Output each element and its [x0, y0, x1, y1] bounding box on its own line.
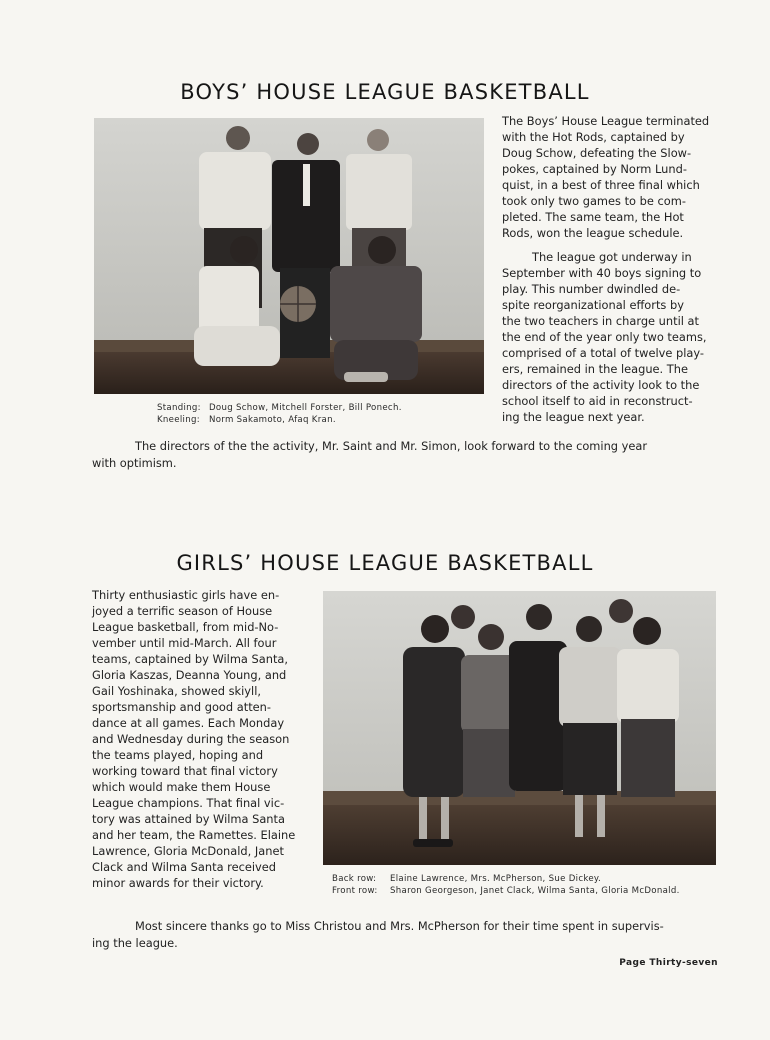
- girls-section-title: GIRLS’ HOUSE LEAGUE BASKETBALL: [176, 551, 594, 575]
- text-line: pokes, captained by Norm Lund-: [502, 162, 687, 176]
- text-line: took only two games to be com-: [502, 194, 686, 208]
- text-line: Lawrence, Gloria McDonald, Janet: [92, 844, 284, 858]
- text-line: The directors of the the activity, Mr. Saint and Mr. Simon, look forward to the coming year: [135, 439, 648, 453]
- text-line: directors of the activity look to the: [502, 378, 700, 392]
- text-line: ing the league next year.: [502, 410, 645, 424]
- text-line: and Wednesday during the season: [92, 732, 290, 746]
- text-line: the two teachers in charge until at: [502, 314, 699, 328]
- text-line: which would make them House: [92, 780, 271, 794]
- page-number: Page Thirty-seven: [619, 958, 718, 968]
- caption-front-row: [332, 886, 680, 898]
- girls-side-text: [92, 587, 306, 891]
- caption-back-label: Back row:: [332, 874, 377, 884]
- caption-back-row: [332, 874, 680, 886]
- text-line: Most sincere thanks go to Miss Christou and Mrs. McPherson for their time spent in supervis-: [135, 919, 664, 933]
- girls-closing-paragraph: [92, 918, 722, 952]
- caption-standing-label: Standing:: [157, 403, 201, 413]
- caption-standing-row: [157, 403, 402, 415]
- text-line: vember until mid-March. All four: [92, 636, 277, 650]
- text-line: with optimism.: [92, 456, 177, 470]
- text-line: pleted. The same team, the Hot: [502, 210, 684, 224]
- text-line: Doug Schow, defeating the Slow-: [502, 146, 692, 160]
- boys-team-photo: [94, 118, 484, 394]
- caption-kneeling-names: Norm Sakamoto, Afaq Kran.: [209, 414, 336, 425]
- caption-front-names: Sharon Georgeson, Janet Clack, Wilma Santa, Gloria McDonald.: [390, 885, 680, 896]
- text-line: The league got underway in: [532, 250, 692, 264]
- text-line: Clack and Wilma Santa received: [92, 860, 277, 874]
- text-line: the teams played, hoping and: [92, 748, 264, 762]
- text-line: Gloria Kaszas, Deanna Young, and: [92, 668, 287, 682]
- caption-kneeling-label: Kneeling:: [157, 414, 200, 425]
- boys-section-title: BOYS’ HOUSE LEAGUE BASKETBALL: [180, 80, 590, 104]
- text-line: League basketball, from mid-No-: [92, 620, 279, 634]
- text-line: the end of the year only two teams,: [502, 330, 707, 344]
- text-line: play. This number dwindled de-: [502, 282, 681, 296]
- caption-back-names: Elaine Lawrence, Mrs. McPherson, Sue Dickey.: [390, 874, 602, 884]
- text-line: joyed a terrific season of House: [92, 604, 273, 618]
- text-line: League champions. That final vic-: [92, 796, 285, 810]
- text-line: working toward that final victory: [92, 764, 278, 778]
- text-line: with the Hot Rods, captained by: [502, 130, 685, 144]
- text-line: Rods, won the league schedule.: [502, 226, 684, 240]
- text-line: ing the league.: [92, 936, 178, 950]
- boys-photo-caption: [157, 403, 402, 426]
- boys-paragraph-2: [502, 249, 718, 425]
- boys-closing-paragraph: [92, 438, 722, 472]
- text-line: spite reorganizational efforts by: [502, 298, 684, 312]
- text-line: minor awards for their victory.: [92, 876, 264, 890]
- text-line: The Boys’ House League terminated: [502, 114, 710, 128]
- text-line: Thirty enthusiastic girls have en-: [92, 588, 280, 602]
- text-line: dance at all games. Each Monday: [92, 716, 285, 730]
- girls-photo-caption: [332, 874, 680, 897]
- caption-front-label: Front row:: [332, 885, 378, 896]
- text-line: comprised of a total of twelve play-: [502, 346, 705, 360]
- boys-side-text: [502, 113, 718, 425]
- text-line: quist, in a best of three final which: [502, 178, 700, 192]
- text-line: school itself to aid in reconstruct-: [502, 394, 693, 408]
- text-line: ers, remained in the league. The: [502, 362, 688, 376]
- girls-team-photo: [323, 591, 716, 865]
- text-line: September with 40 boys signing to: [502, 266, 702, 280]
- text-line: and her team, the Ramettes. Elaine: [92, 828, 296, 842]
- boys-paragraph-1: [502, 113, 718, 241]
- caption-standing-names: Doug Schow, Mitchell Forster, Bill Ponech.: [209, 403, 402, 413]
- text-line: sportsmanship and good atten-: [92, 700, 272, 714]
- caption-kneeling-row: [157, 415, 402, 427]
- text-line: teams, captained by Wilma Santa,: [92, 652, 289, 666]
- text-line: tory was attained by Wilma Santa: [92, 812, 285, 826]
- text-line: Gail Yoshinaka, showed skiyll,: [92, 684, 261, 698]
